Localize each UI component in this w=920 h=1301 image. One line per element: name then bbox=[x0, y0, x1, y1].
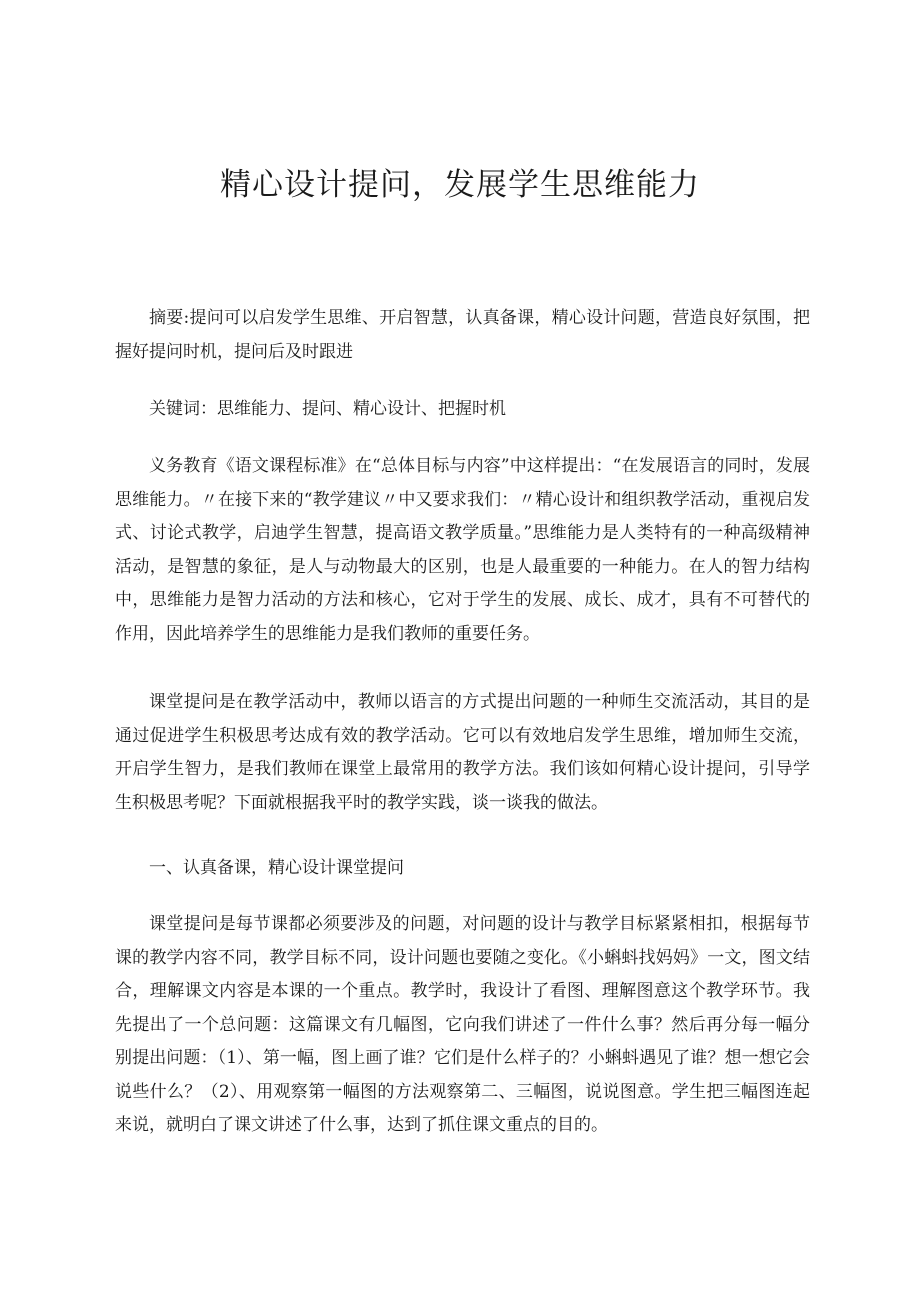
document-title: 精心设计提问，发展学生思维能力 bbox=[220, 167, 700, 203]
abstract-paragraph: 摘要:提问可以启发学生思维、开启智慧，认真备课，精心设计问题，营造良好氛围，把握好提问时机，提问后及时跟进 bbox=[115, 308, 810, 362]
keywords-paragraph: 关键词：思维能力、提问、精心设计、把握时机 bbox=[149, 399, 506, 419]
section-heading: 一、认真备课，精心设计课堂提问 bbox=[149, 858, 404, 878]
body-paragraph-1: 义务教育《语文课程标准》在“总体目标与内容”中这样提出：“在发展语言的同时，发展思维能力。〃在接下来的“教学建议〃中又要求我们：〃精心设计和组织教学活动，重视启发式、讨论式教学，启迪学生智慧，提高语文教学质量。”思维能力是人类特有的一种高级精神活动，是智慧的象征，是人与动物最大的区别，也是人最重要的一种能力。在人的智力结构中，思维能力是智力活动的方法和核心，它对于学生的发展、成长、成才，具有不可替代的作用，因此培养学生的思维能力是我们教师的重要任务。 bbox=[115, 456, 810, 644]
body-paragraph-2: 课堂提问是在教学活动中，教师以语言的方式提出问题的一种师生交流活动，其目的是通过促进学生积极思考达成有效的教学活动。它可以有效地启发学生思维，增加师生交流，开启学生智力，是我们教师在课堂上最常用的教学方法。我们该如何精心设计提问，引导学生积极思考呢？下面就根据我平时的教学实践，谈一谈我的做法。 bbox=[115, 692, 810, 813]
section-paragraph: 课堂提问是每节课都必须要涉及的问题，对问题的设计与教学目标紧紧相扣，根据每节课的教学内容不同，教学目标不同，设计问题也要随之变化。《小蝌蚪找妈妈》一文，图文结合，理解课文内容是本课的一个重点。教学时，我设计了看图、理解图意这个教学环节。我先提出了一个总问题：这篇课文有几幅图，它向我们讲述了一件什么事？然后再分每一幅分别提出问题：（1）、第一幅，图上画了谁？它们是什么样子的？小蝌蚪遇见了谁？想一想它会说些什么？（2）、用观察第一幅图的方法观察第二、三幅图，说说图意。学生把三幅图连起来说，就明白了课文讲述了什么事，达到了抓住课文重点的目的。 bbox=[115, 914, 810, 1135]
